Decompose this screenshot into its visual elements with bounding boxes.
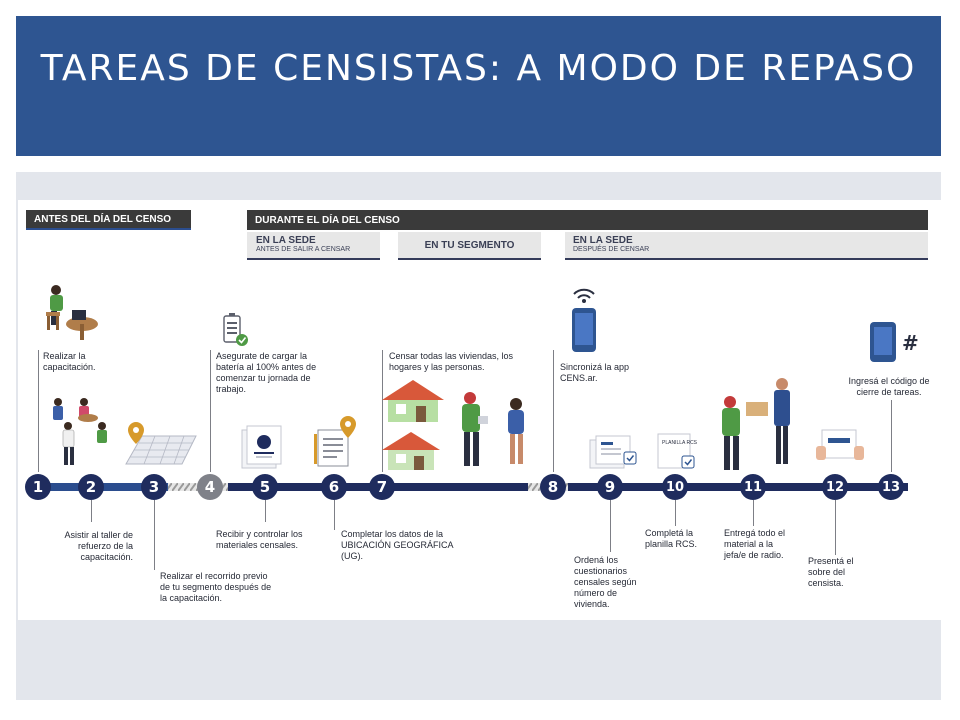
step-node-8: 8 xyxy=(540,474,566,500)
infographic xyxy=(18,200,948,620)
step-node-3: 3 xyxy=(141,474,167,500)
step-node-10: 10 xyxy=(662,474,688,500)
step-label-12: Presentá el sobre del censista. xyxy=(808,556,854,588)
step-node-6: 6 xyxy=(321,474,347,500)
person-at-desk-icon xyxy=(42,282,104,342)
step-node-9: 9 xyxy=(597,474,623,500)
step-node-12: 12 xyxy=(822,474,848,500)
leader-line xyxy=(675,500,676,526)
step-label-3: Realizar el recorrido previo de tu segmento después de la capacitación. xyxy=(160,571,272,603)
sede-before-title: EN LA SEDE xyxy=(256,235,316,246)
leader-line xyxy=(835,500,836,555)
step-label-6: Completar los datos de la UBICACIÓN GEOGRÁFICA (UG). xyxy=(341,529,454,561)
segment-title: EN TU SEGMENTO xyxy=(424,240,515,251)
sede-after-box xyxy=(565,232,928,260)
step-node-13: 13 xyxy=(878,474,904,500)
step-node-4: 4 xyxy=(197,474,223,500)
leader-line xyxy=(38,350,39,472)
phase-during-label: DURANTE EL DÍA DEL CENSO xyxy=(255,214,400,226)
workshop-group-icon xyxy=(48,396,118,470)
step-node-2: 2 xyxy=(78,474,104,500)
step-label-8: Sincronizá la app CENS.ar. xyxy=(560,362,630,383)
step-node-5: 5 xyxy=(252,474,278,500)
sede-after-sub: DESPUÉS DE CENSAR xyxy=(573,246,650,253)
map-pin-icon xyxy=(122,420,200,468)
leader-line xyxy=(265,500,266,522)
rcs-form-icon xyxy=(656,432,698,472)
step-node-1: 1 xyxy=(25,474,51,500)
phone-code-icon xyxy=(868,320,924,366)
clipboard-pin-icon xyxy=(314,414,362,470)
step-label-4: Asegurate de cargar la batería al 100% antes de comenzar tu jornada de trabajo. xyxy=(216,351,317,394)
rcs-form-caption: PLANILLA RCS xyxy=(662,440,698,446)
questionnaires-icon xyxy=(588,432,640,472)
slide-title: TAREAS DE CENSISTAS: A MODO DE REPASO xyxy=(40,48,917,89)
leader-line xyxy=(553,350,554,472)
leader-line xyxy=(154,500,155,570)
step-label-13: Ingresá el código de cierre de tareas. xyxy=(848,376,930,397)
phase-before-header xyxy=(26,210,191,230)
handover-icon xyxy=(712,376,804,476)
census-documents-icon xyxy=(238,424,290,470)
step-label-9: Ordená los cuestionarios censales según número de vivienda. xyxy=(574,555,637,609)
step-node-11: 11 xyxy=(740,474,766,500)
step-label-10: Completá la planilla RCS. xyxy=(645,528,698,549)
leader-line xyxy=(91,500,92,522)
step-node-7: 7 xyxy=(369,474,395,500)
sede-before-box xyxy=(247,232,380,260)
leader-line xyxy=(610,500,611,552)
hash-symbol: # xyxy=(902,331,919,355)
phone-sync-icon xyxy=(568,286,600,356)
envelope-icon xyxy=(814,428,868,472)
phase-during-header xyxy=(247,210,928,230)
leader-line xyxy=(753,500,754,526)
step-label-11: Entregá todo el material a la jefa/e de radio. xyxy=(724,528,786,560)
sede-after-title: EN LA SEDE xyxy=(573,235,633,246)
phase-before-label: ANTES DEL DÍA DEL CENSO xyxy=(34,213,172,225)
step-label-5: Recibir y controlar los materiales censales. xyxy=(216,529,303,550)
battery-check-icon xyxy=(218,312,252,348)
title-bar xyxy=(16,16,941,156)
step-label-7: Censar todas las viviendas, los hogares y las personas. xyxy=(389,351,514,372)
segment-box xyxy=(398,232,541,260)
sede-before-sub: ANTES DE SALIR A CENSAR xyxy=(256,246,351,253)
leader-line xyxy=(210,350,211,472)
leader-line xyxy=(891,400,892,472)
step-label-1: Realizar la capacitación. xyxy=(43,351,96,372)
step-label-2: Asistir al taller de refuerzo de la capacitación. xyxy=(64,530,133,562)
census-houses-icon xyxy=(382,376,542,490)
leader-line xyxy=(334,500,335,530)
